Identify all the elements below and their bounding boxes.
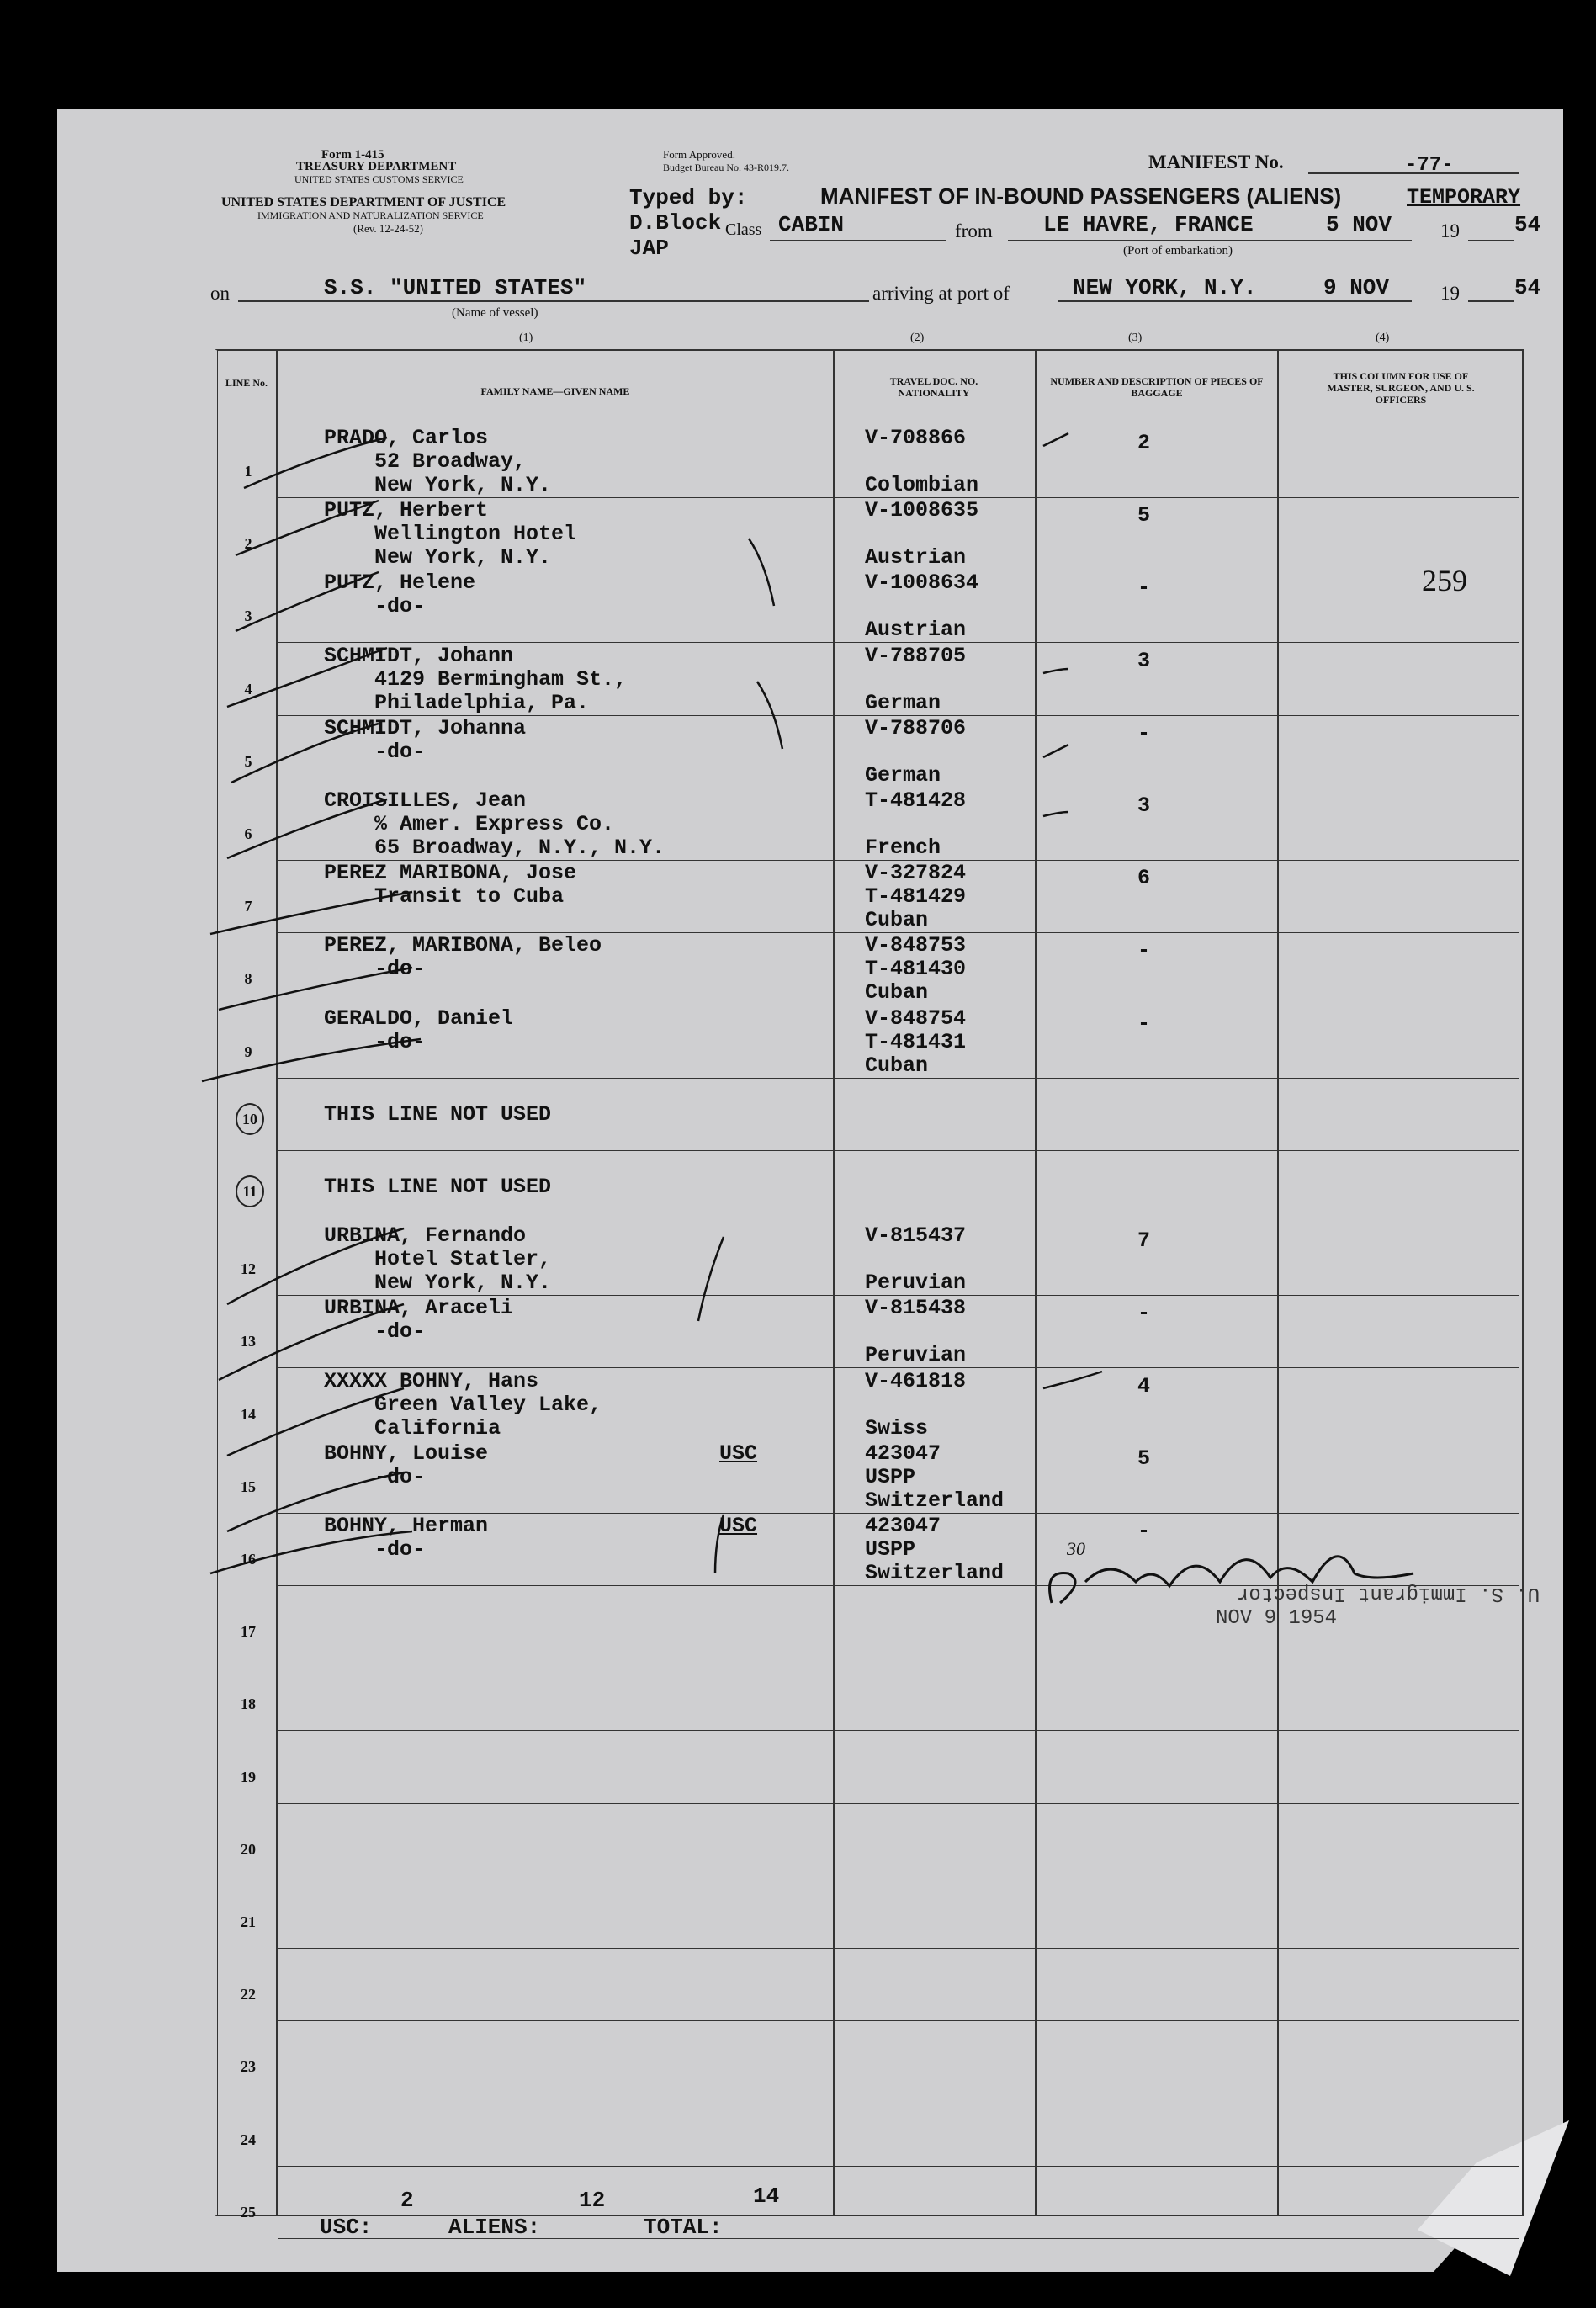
line-number: 9	[244, 1043, 252, 1060]
customs-service: UNITED STATES CUSTOMS SERVICE	[294, 173, 464, 185]
passenger-name: PEREZ MARIBONA, Jose Transit to Cuba	[324, 861, 577, 909]
col-num-2: (2)	[910, 332, 925, 344]
passenger-name: BOHNY, Louise -do-	[324, 1441, 489, 1489]
row-divider	[278, 2020, 1519, 2021]
manifest-title: MANIFEST OF IN-BOUND PASSENGERS (ALIENS)	[820, 183, 1342, 209]
col-divider	[1277, 349, 1279, 2215]
aliens-total-label: ALIENS:	[448, 2215, 541, 2240]
header-line-no: LINE No.	[225, 377, 268, 389]
passenger-name: SCHMIDT, Johanna -do-	[324, 716, 527, 764]
baggage-count: 6	[1137, 866, 1151, 890]
baggage-count: -	[1137, 721, 1151, 745]
travel-document: V-815438 Peruvian	[865, 1296, 967, 1367]
on-label: on	[210, 283, 230, 304]
row-divider	[278, 1948, 1519, 1949]
form-approved: Form Approved.	[663, 148, 735, 161]
baggage-count: 3	[1137, 793, 1151, 818]
line-number: 5	[244, 753, 252, 770]
row-divider	[278, 1730, 1519, 1731]
usc-total-value: 2	[400, 2188, 414, 2213]
header-travel-doc: TRAVEL DOC. NO. NATIONALITY	[889, 375, 978, 399]
col-divider	[833, 349, 835, 2215]
travel-document: V-708866 Colombian	[865, 426, 979, 497]
passenger-name: BOHNY, Herman -do-	[324, 1514, 489, 1562]
passenger-name: THIS LINE NOT USED	[324, 1175, 552, 1199]
arrival-line	[1058, 300, 1412, 302]
line-number: 18	[241, 1695, 256, 1712]
line-number: 15	[241, 1478, 256, 1495]
line-number: 13	[241, 1333, 256, 1350]
from-label: from	[955, 220, 993, 241]
class-value: CABIN	[778, 212, 845, 237]
travel-document: V-848753 T-481430 Cuban	[865, 933, 967, 1005]
row-divider	[278, 2166, 1519, 2167]
col-divider	[276, 349, 278, 2215]
budget-bureau: Budget Bureau No. 43-R019.7.	[663, 162, 789, 173]
ins-service: IMMIGRATION AND NATURALIZATION SERVICE	[257, 210, 484, 221]
arrival-port: NEW YORK, N.Y.	[1073, 275, 1257, 300]
line-number: 4	[244, 681, 252, 698]
signature-note: 30	[1067, 1538, 1085, 1559]
typist-2: JAP	[629, 236, 669, 261]
arrival-year-line	[1468, 300, 1514, 302]
arrival-year: 54	[1514, 275, 1541, 300]
revision: (Rev. 12-24-52)	[353, 222, 423, 235]
travel-document: V-848754 T-481431 Cuban	[865, 1006, 967, 1078]
travel-document: V-461818 Swiss	[865, 1369, 967, 1441]
grand-total-label: TOTAL:	[644, 2215, 723, 2240]
travel-document: V-788706 German	[865, 716, 967, 788]
class-label: Class	[725, 220, 762, 239]
col-num-3: (3)	[1128, 332, 1143, 344]
header-baggage: NUMBER AND DESCRIPTION OF PIECES OF BAGGAGE	[1050, 375, 1264, 399]
line-number: 12	[241, 1260, 256, 1277]
embark-port: LE HAVRE, FRANCE	[1043, 212, 1254, 237]
aliens-total-value: 12	[579, 2188, 606, 2213]
arrival-year-prefix: 19	[1440, 283, 1460, 304]
travel-document: V-1008635 Austrian	[865, 498, 979, 570]
line-number: 3	[244, 608, 252, 624]
line-number: 21	[241, 1913, 256, 1930]
row-divider	[278, 1803, 1519, 1804]
passenger-name: PEREZ, MARIBONA, Beleo -do-	[324, 933, 602, 981]
line-number: 1	[244, 463, 252, 480]
passenger-name: PUTZ, Helene -do-	[324, 570, 476, 618]
typed-by-label: Typed by:	[629, 185, 748, 210]
travel-document: V-327824 T-481429 Cuban	[865, 861, 967, 932]
baggage-count: 3	[1137, 649, 1151, 673]
header-family-name: FAMILY NAME—GIVEN NAME	[480, 385, 630, 397]
line-number: 10	[236, 1103, 264, 1135]
baggage-count: -	[1137, 938, 1151, 963]
travel-document: V-815437 Peruvian	[865, 1223, 967, 1295]
justice-dept: UNITED STATES DEPARTMENT OF JUSTICE	[221, 195, 506, 210]
line-number: 24	[241, 2131, 256, 2148]
col-num-1: (1)	[519, 332, 533, 344]
vessel-line	[238, 300, 869, 302]
baggage-count: 7	[1137, 1228, 1151, 1253]
embark-year-prefix: 19	[1440, 220, 1460, 241]
passenger-name: GERALDO, Daniel -do-	[324, 1006, 514, 1054]
temporary-label: TEMPORARY	[1407, 185, 1521, 210]
arriving-label: arriving at port of	[872, 283, 1010, 304]
baggage-count: 5	[1137, 503, 1151, 528]
arrival-date: 9 NOV	[1323, 275, 1390, 300]
header-officers: THIS COLUMN FOR USE OF MASTER, SURGEON, AND U. S. OFFICERS	[1327, 370, 1475, 406]
line-number: 16	[241, 1551, 256, 1568]
usc-mark: USC	[719, 1441, 758, 1466]
manifest-label: MANIFEST No.	[1148, 151, 1284, 172]
baggage-count: 4	[1137, 1374, 1151, 1398]
officer-note: 259	[1422, 564, 1467, 597]
baggage-count: -	[1137, 576, 1151, 600]
treasury-dept: TREASURY DEPARTMENT	[296, 160, 457, 173]
passenger-name: THIS LINE NOT USED	[324, 1102, 552, 1127]
grand-total-value: 14	[753, 2183, 780, 2209]
line-number: 14	[241, 1406, 256, 1423]
embark-date: 5 NOV	[1326, 212, 1392, 237]
baggage-count: -	[1137, 1011, 1151, 1036]
embark-year: 54	[1514, 212, 1541, 237]
col-num-4: (4)	[1376, 332, 1390, 344]
typist-1: D.Block	[629, 210, 722, 236]
line-number: 22	[241, 1986, 256, 2003]
inspector-stamp: U. S. Immigrant Inspector	[1237, 1582, 1540, 1605]
baggage-count: -	[1137, 1301, 1151, 1325]
baggage-count: 5	[1137, 1446, 1151, 1471]
passenger-name: URBINA, Fernando Hotel Statler, New York, N.Y.	[324, 1223, 552, 1295]
line-number: 8	[244, 970, 252, 987]
travel-document: 423047 USPP Switzerland	[865, 1441, 1005, 1513]
baggage-count: 2	[1137, 431, 1151, 455]
line-number: 19	[241, 1769, 256, 1785]
class-line	[770, 240, 946, 241]
passenger-name: CROISILLES, Jean % Amer. Express Co. 65 Broadway, N.Y., N.Y.	[324, 788, 665, 860]
vessel-caption: (Name of vessel)	[452, 306, 538, 320]
travel-document: T-481428 French	[865, 788, 967, 860]
line-number: 17	[241, 1623, 256, 1640]
line-number: 11	[236, 1175, 264, 1207]
passenger-name: PUTZ, Herbert Wellington Hotel New York, N.Y.	[324, 498, 577, 570]
travel-document: 423047 USPP Switzerland	[865, 1514, 1005, 1585]
stamp-date: NOV 9 1954	[1216, 1607, 1338, 1630]
line-number: 23	[241, 2058, 256, 2075]
from-line	[1008, 240, 1412, 241]
travel-document: V-1008634 Austrian	[865, 570, 979, 642]
manifest-number: -77-	[1405, 154, 1454, 177]
form-number: Form 1-415	[321, 148, 384, 162]
passenger-name: SCHMIDT, Johann 4129 Bermingham St., Philadelphia, Pa.	[324, 644, 628, 715]
vessel-name: S.S. "UNITED STATES"	[324, 275, 587, 300]
line-number: 6	[244, 825, 252, 842]
line-number: 20	[241, 1841, 256, 1858]
line-number: 25	[241, 2204, 256, 2220]
col-divider	[1035, 349, 1037, 2215]
usc-mark: USC	[719, 1514, 758, 1538]
embark-year-line	[1468, 240, 1514, 241]
usc-total-label: USC:	[320, 2215, 373, 2240]
line-number: 7	[244, 898, 252, 915]
port-embark-caption: (Port of embarkation)	[1123, 244, 1233, 257]
travel-document: V-788705 German	[865, 644, 967, 715]
line-number: 2	[244, 535, 252, 552]
passenger-name: XXXXX BOHNY, Hans Green Valley Lake, California	[324, 1369, 602, 1441]
passenger-name: PRADO, Carlos 52 Broadway, New York, N.Y.	[324, 426, 552, 497]
baggage-count: -	[1137, 1519, 1151, 1543]
passenger-name: URBINA, Araceli -do-	[324, 1296, 514, 1344]
